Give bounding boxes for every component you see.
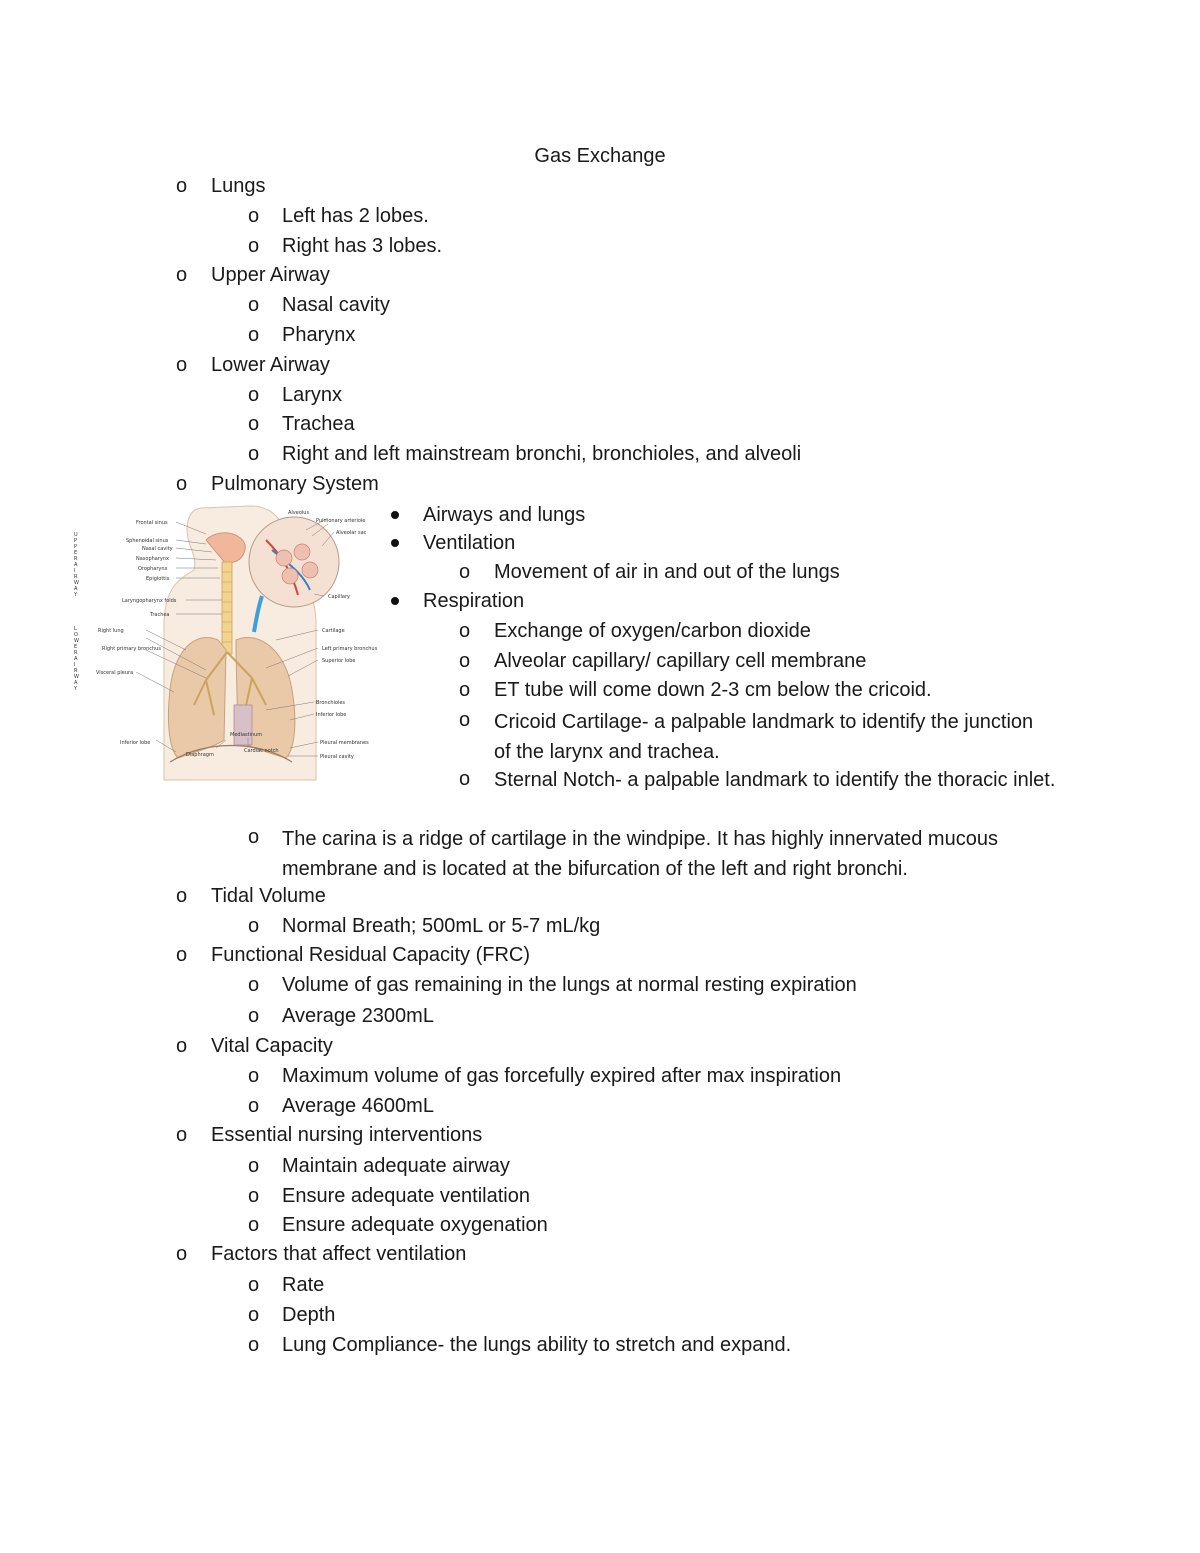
- list-item: Exchange of oxygen/carbon dioxide: [494, 620, 811, 642]
- bullet-dot: [391, 539, 399, 547]
- list-item: ET tube will come down 2-3 cm below the cricoid.: [494, 679, 932, 701]
- list-item: Normal Breath; 500mL or 5-7 mL/kg: [282, 915, 601, 937]
- fig-label: Pulmonary arteriole: [316, 518, 366, 524]
- list-marker: o: [248, 1274, 260, 1296]
- fig-label: Cardiac notch: [244, 748, 279, 754]
- fig-label: Capillary: [328, 594, 350, 600]
- list-marker: o: [459, 679, 471, 701]
- bullet-dot: [391, 511, 399, 519]
- list-marker: o: [248, 1155, 260, 1177]
- fig-label: Inferior lobe: [120, 740, 151, 746]
- list-item: Maintain adequate airway: [282, 1155, 510, 1177]
- list-marker: o: [176, 473, 188, 495]
- list-item: Ensure adequate oxygenation: [282, 1214, 548, 1236]
- list-marker: o: [459, 620, 471, 642]
- section-lungs-label: Lungs: [211, 175, 266, 197]
- fig-label: Pleural membranes: [320, 740, 369, 746]
- list-marker: o: [459, 709, 471, 731]
- list-item: Maximum volume of gas forcefully expired after max inspiration: [282, 1065, 842, 1087]
- carina-text: The carina is a ridge of cartilage in the windpipe. It has highly innervated mucous membrane and is located at the bifurcation of the left and right bronchi.: [282, 828, 998, 880]
- list-marker: o: [248, 1005, 260, 1027]
- fig-label: Oropharynx: [138, 566, 168, 572]
- fig-label: Pleural cavity: [320, 754, 354, 760]
- list-marker: o: [248, 826, 260, 848]
- list-item: Alveolar capillary/ capillary cell membrane: [494, 650, 867, 672]
- fig-label: Laryngopharynx folds: [122, 598, 177, 604]
- fig-label: Nasal cavity: [142, 546, 173, 552]
- fig-label: Superior lobe: [322, 658, 356, 664]
- list-marker: o: [176, 1124, 188, 1146]
- list-marker: o: [176, 175, 188, 197]
- bullet-dot: [391, 597, 399, 605]
- list-marker: o: [459, 650, 471, 672]
- fig-label: Trachea: [150, 612, 170, 618]
- fig-label: Inferior lobe: [316, 712, 347, 718]
- fig-label: Visceral pleura: [96, 670, 134, 676]
- list-marker: o: [176, 885, 188, 907]
- list-item: Rate: [282, 1274, 325, 1296]
- list-item: Pharynx: [282, 324, 356, 346]
- list-item: Lung Compliance- the lungs ability to stretch and expand.: [282, 1334, 792, 1356]
- section-factors-label: Factors that affect ventilation: [211, 1243, 467, 1265]
- list-marker: o: [248, 1334, 260, 1356]
- list-item: Trachea: [282, 413, 355, 435]
- list-item: Cricoid Cartilage- a palpable landmark to identify the junction of the larynx and trachea.: [494, 711, 1034, 763]
- section-vital-label: Vital Capacity: [211, 1035, 333, 1057]
- bullet-item: Ventilation: [423, 532, 516, 554]
- fig-label: Mediastinum: [230, 732, 263, 738]
- section-tidal-label: Tidal Volume: [211, 885, 326, 907]
- list-item: Nasal cavity: [282, 294, 390, 316]
- list-marker: o: [248, 294, 260, 316]
- list-marker: o: [176, 944, 188, 966]
- list-item: Volume of gas remaining in the lungs at normal resting expiration: [282, 974, 857, 996]
- list-marker: o: [459, 561, 471, 583]
- list-marker: o: [459, 768, 471, 790]
- list-marker: o: [248, 1304, 260, 1326]
- bullet-item: Respiration: [423, 590, 525, 612]
- fig-label: Nasopharynx: [136, 556, 170, 562]
- bullet-item: Airways and lungs: [423, 504, 586, 526]
- list-marker: o: [176, 1243, 188, 1265]
- fig-label: Frontal sinus: [136, 520, 168, 526]
- list-marker: o: [248, 235, 260, 257]
- section-nursing-label: Essential nursing interventions: [211, 1124, 483, 1146]
- section-lower-airway-label: Lower Airway: [211, 354, 330, 376]
- list-item: Left has 2 lobes.: [282, 205, 429, 227]
- list-marker: o: [248, 324, 260, 346]
- list-item: Larynx: [282, 384, 343, 406]
- fig-label: Left primary bronchus: [322, 646, 378, 652]
- list-marker: o: [248, 1065, 260, 1087]
- list-marker: o: [248, 443, 260, 465]
- list-marker: o: [248, 915, 260, 937]
- section-upper-airway-label: Upper Airway: [211, 264, 330, 286]
- section-pulmonary-label: Pulmonary System: [211, 473, 379, 495]
- list-marker: o: [248, 974, 260, 996]
- list-marker: o: [248, 205, 260, 227]
- fig-label: Cartilage: [322, 628, 345, 634]
- section-frc-label: Functional Residual Capacity (FRC): [211, 944, 531, 966]
- list-item: Ensure adequate ventilation: [282, 1185, 530, 1207]
- respiratory-system-figure: [66, 500, 386, 785]
- list-marker: o: [248, 384, 260, 406]
- list-item: Average 2300mL: [282, 1005, 434, 1027]
- list-item: Movement of air in and out of the lungs: [494, 561, 840, 583]
- list-item: Right has 3 lobes.: [282, 235, 443, 257]
- list-item: Depth: [282, 1304, 336, 1326]
- list-marker: o: [248, 1185, 260, 1207]
- list-marker: o: [248, 1214, 260, 1236]
- list-item: Sternal Notch- a palpable landmark to identify the thoracic inlet.: [494, 769, 1056, 791]
- fig-label: Diaphragm: [186, 752, 214, 758]
- side-label-upper: U P P E R A I R W A Y: [74, 532, 79, 598]
- fig-label: Right primary bronchus: [102, 646, 161, 652]
- side-label-lower: L O W E R A I R W A Y: [74, 626, 79, 692]
- list-marker: o: [248, 413, 260, 435]
- list-item: Average 4600mL: [282, 1095, 434, 1117]
- list-item: Right and left mainstream bronchi, bronchioles, and alveoli: [282, 443, 802, 465]
- list-marker: o: [176, 1035, 188, 1057]
- list-marker: o: [248, 1095, 260, 1117]
- fig-label: Epiglottis: [146, 576, 170, 582]
- fig-label: Sphenoidal sinus: [126, 538, 169, 544]
- fig-label: Bronchioles: [316, 700, 346, 706]
- page-title: Gas Exchange: [534, 145, 666, 167]
- fig-label: Right lung: [98, 628, 124, 634]
- fig-label: Alveolus: [288, 510, 310, 516]
- list-marker: o: [176, 264, 188, 286]
- list-marker: o: [176, 354, 188, 376]
- fig-label: Alveolar sac: [336, 530, 367, 536]
